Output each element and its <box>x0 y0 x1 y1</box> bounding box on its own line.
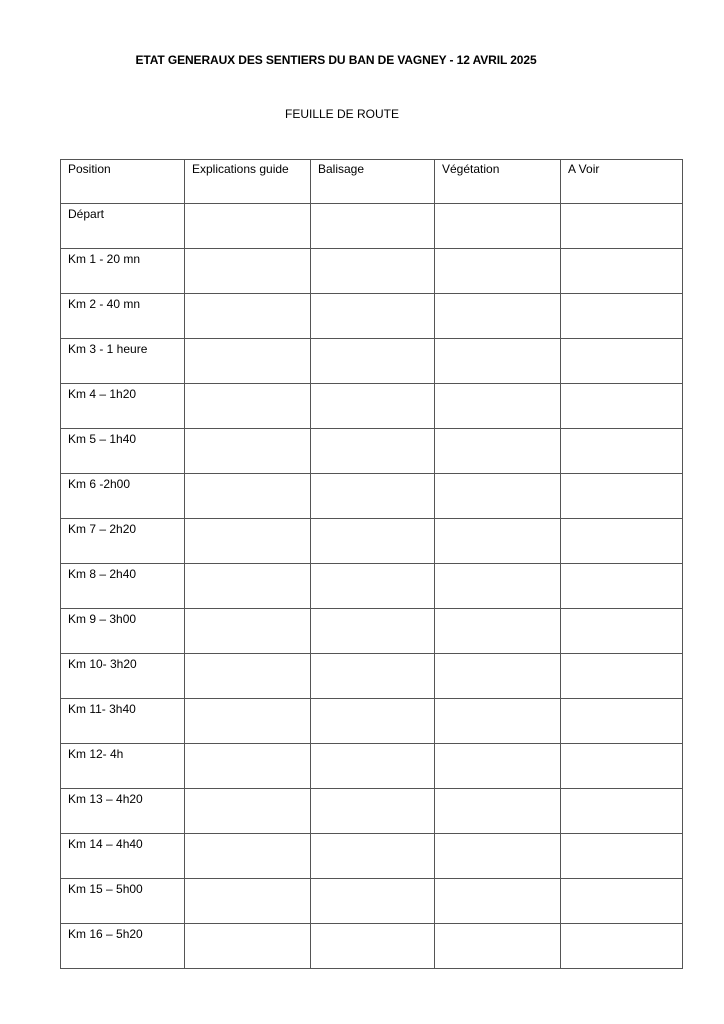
vegetation-cell[interactable] <box>435 564 561 609</box>
vegetation-cell[interactable] <box>435 654 561 699</box>
table-row <box>61 384 683 429</box>
table-row <box>61 564 683 609</box>
position-cell: Km 13 – 4h20 <box>61 789 185 834</box>
balisage-cell[interactable] <box>311 834 435 879</box>
vegetation-cell[interactable] <box>435 429 561 474</box>
a-voir-cell[interactable] <box>561 429 683 474</box>
a-voir-cell[interactable] <box>561 654 683 699</box>
table-row <box>61 294 683 339</box>
position-cell: Km 6 -2h00 <box>61 474 185 519</box>
a-voir-cell[interactable] <box>561 834 683 879</box>
explications-guide-cell[interactable] <box>185 474 311 519</box>
a-voir-cell[interactable] <box>561 384 683 429</box>
balisage-cell[interactable] <box>311 249 435 294</box>
a-voir-cell[interactable] <box>561 294 683 339</box>
table-row <box>61 204 683 249</box>
table-row <box>61 609 683 654</box>
table-row <box>61 834 683 879</box>
vegetation-cell[interactable] <box>435 249 561 294</box>
balisage-cell[interactable] <box>311 474 435 519</box>
a-voir-cell[interactable] <box>561 879 683 924</box>
position-cell: Km 1 - 20 mn <box>61 249 185 294</box>
vegetation-cell[interactable] <box>435 834 561 879</box>
explications-guide-cell[interactable] <box>185 294 311 339</box>
explications-guide-cell[interactable] <box>185 519 311 564</box>
table-row <box>61 789 683 834</box>
column-header-position: Position <box>61 160 185 204</box>
vegetation-cell[interactable] <box>435 474 561 519</box>
a-voir-cell[interactable] <box>561 609 683 654</box>
a-voir-cell[interactable] <box>561 564 683 609</box>
balisage-cell[interactable] <box>311 294 435 339</box>
explications-guide-cell[interactable] <box>185 564 311 609</box>
balisage-cell[interactable] <box>311 744 435 789</box>
table-row <box>61 519 683 564</box>
balisage-cell[interactable] <box>311 564 435 609</box>
column-header-vegetation: Végétation <box>435 160 561 204</box>
explications-guide-cell[interactable] <box>185 879 311 924</box>
position-cell: Km 10- 3h20 <box>61 654 185 699</box>
position-cell: Km 8 – 2h40 <box>61 564 185 609</box>
position-cell: Km 12- 4h <box>61 744 185 789</box>
vegetation-cell[interactable] <box>435 609 561 654</box>
balisage-cell[interactable] <box>311 789 435 834</box>
table-header-row <box>61 160 683 204</box>
explications-guide-cell[interactable] <box>185 384 311 429</box>
vegetation-cell[interactable] <box>435 519 561 564</box>
vegetation-cell[interactable] <box>435 339 561 384</box>
table-row <box>61 429 683 474</box>
table-row <box>61 879 683 924</box>
table-row <box>61 744 683 789</box>
column-header-explications-guide: Explications guide <box>185 160 311 204</box>
explications-guide-cell[interactable] <box>185 924 311 969</box>
a-voir-cell[interactable] <box>561 924 683 969</box>
route-table-body <box>61 204 683 969</box>
document-subtitle: FEUILLE DE ROUTE <box>284 107 400 121</box>
explications-guide-cell[interactable] <box>185 834 311 879</box>
vegetation-cell[interactable] <box>435 879 561 924</box>
vegetation-cell[interactable] <box>435 744 561 789</box>
a-voir-cell[interactable] <box>561 519 683 564</box>
balisage-cell[interactable] <box>311 384 435 429</box>
position-cell: Km 11- 3h40 <box>61 699 185 744</box>
vegetation-cell[interactable] <box>435 924 561 969</box>
table-row <box>61 699 683 744</box>
explications-guide-cell[interactable] <box>185 429 311 474</box>
position-cell: Km 9 – 3h00 <box>61 609 185 654</box>
balisage-cell[interactable] <box>311 339 435 384</box>
document-title: ETAT GENERAUX DES SENTIERS DU BAN DE VAGNEY - 12 AVRIL 2025 <box>135 53 537 67</box>
balisage-cell[interactable] <box>311 654 435 699</box>
position-cell: Km 4 – 1h20 <box>61 384 185 429</box>
route-table <box>60 159 683 969</box>
explications-guide-cell[interactable] <box>185 609 311 654</box>
a-voir-cell[interactable] <box>561 339 683 384</box>
table-row <box>61 474 683 519</box>
balisage-cell[interactable] <box>311 879 435 924</box>
explications-guide-cell[interactable] <box>185 249 311 294</box>
a-voir-cell[interactable] <box>561 204 683 249</box>
explications-guide-cell[interactable] <box>185 699 311 744</box>
position-cell: Km 2 - 40 mn <box>61 294 185 339</box>
table-row <box>61 249 683 294</box>
vegetation-cell[interactable] <box>435 204 561 249</box>
position-cell: Départ <box>61 204 185 249</box>
a-voir-cell[interactable] <box>561 744 683 789</box>
a-voir-cell[interactable] <box>561 699 683 744</box>
position-cell: Km 15 – 5h00 <box>61 879 185 924</box>
explications-guide-cell[interactable] <box>185 654 311 699</box>
position-cell: Km 5 – 1h40 <box>61 429 185 474</box>
balisage-cell[interactable] <box>311 519 435 564</box>
a-voir-cell[interactable] <box>561 249 683 294</box>
explications-guide-cell[interactable] <box>185 339 311 384</box>
vegetation-cell[interactable] <box>435 384 561 429</box>
explications-guide-cell[interactable] <box>185 204 311 249</box>
balisage-cell[interactable] <box>311 204 435 249</box>
a-voir-cell[interactable] <box>561 789 683 834</box>
vegetation-cell[interactable] <box>435 699 561 744</box>
table-row <box>61 654 683 699</box>
explications-guide-cell[interactable] <box>185 789 311 834</box>
balisage-cell[interactable] <box>311 699 435 744</box>
column-header-a-voir: A Voir <box>561 160 683 204</box>
balisage-cell[interactable] <box>311 924 435 969</box>
column-header-balisage: Balisage <box>311 160 435 204</box>
balisage-cell[interactable] <box>311 429 435 474</box>
table-row <box>61 924 683 969</box>
a-voir-cell[interactable] <box>561 474 683 519</box>
explications-guide-cell[interactable] <box>185 744 311 789</box>
position-cell: Km 16 – 5h20 <box>61 924 185 969</box>
balisage-cell[interactable] <box>311 609 435 654</box>
vegetation-cell[interactable] <box>435 294 561 339</box>
table-row <box>61 339 683 384</box>
vegetation-cell[interactable] <box>435 789 561 834</box>
position-cell: Km 14 – 4h40 <box>61 834 185 879</box>
position-cell: Km 3 - 1 heure <box>61 339 185 384</box>
position-cell: Km 7 – 2h20 <box>61 519 185 564</box>
